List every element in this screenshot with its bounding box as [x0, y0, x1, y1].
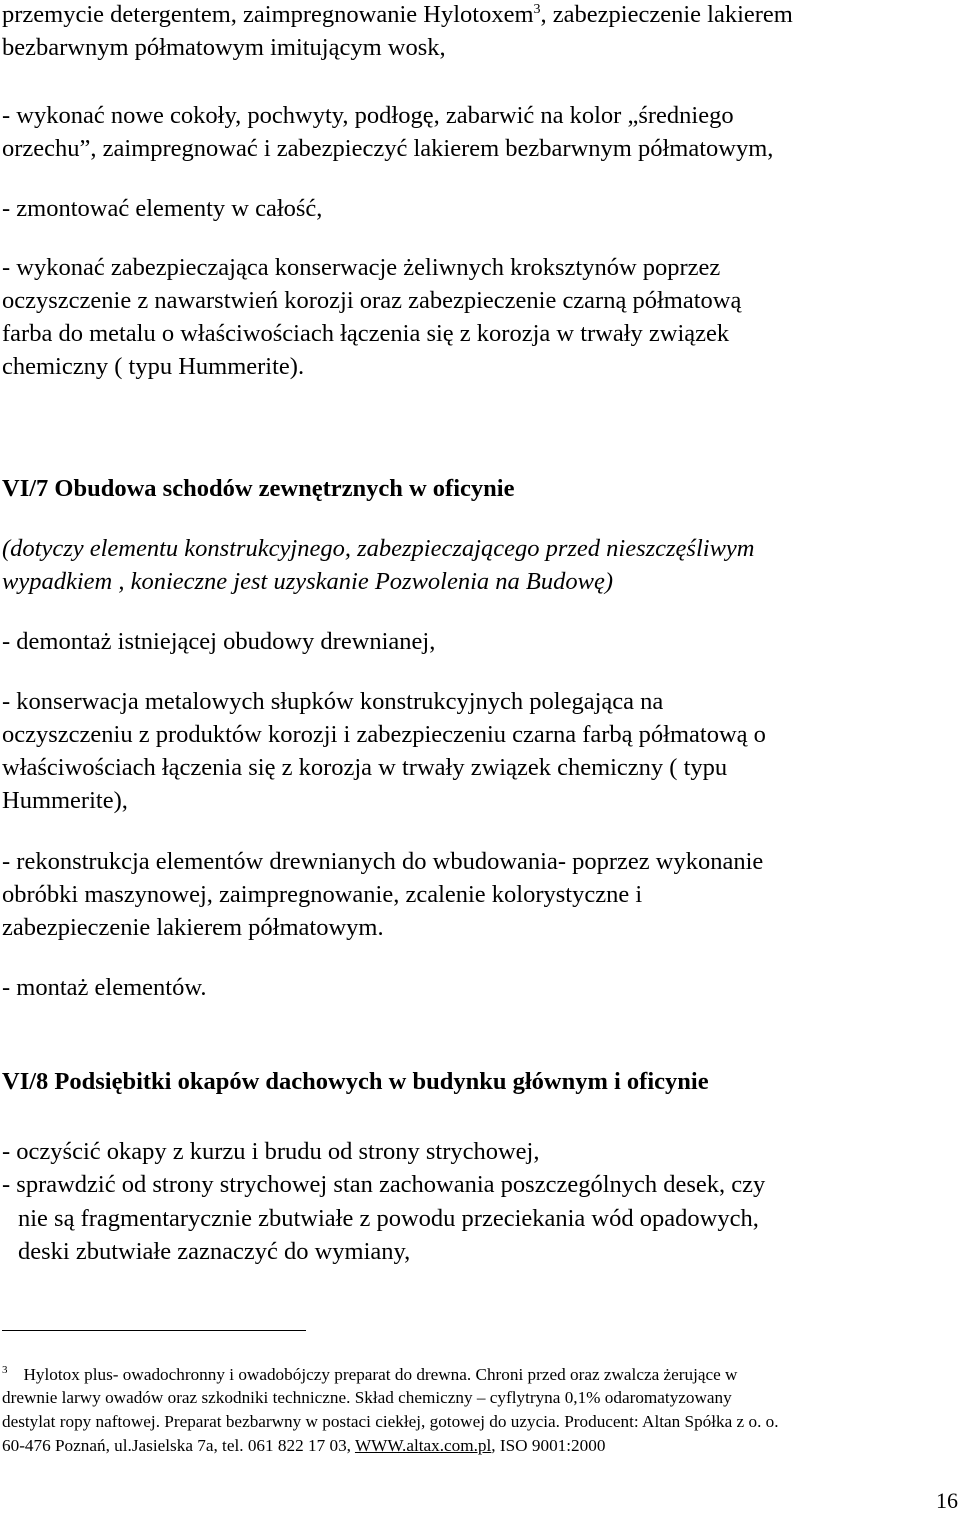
body-line: - oczyścić okapy z kurzu i brudu od strony strychowej,	[2, 1138, 540, 1165]
section-heading-vi7: VI/7 Obudowa schodów zewnętrznych w oficynie	[2, 475, 515, 502]
body-line: Hummerite),	[2, 787, 128, 814]
body-line: - rekonstrukcja elementów drewnianych do wbudowania- poprzez wykonanie	[2, 848, 764, 875]
section-heading-vi8: VI/8 Podsiębitki okapów dachowych w budynku głównym i oficynie	[2, 1068, 709, 1095]
body-line: - wykonać zabezpieczająca konserwacje żeliwnych kroksztynów poprzez	[2, 254, 721, 281]
website-link[interactable]: WWW.altax.com.pl	[354, 1436, 492, 1455]
page-number: 16	[936, 1488, 958, 1513]
body-line: deski zbutwiałe zaznaczyć do wymiany,	[18, 1238, 411, 1265]
footnote-line: 60-476 Poznań, ul.Jasielska 7a, tel. 061 822 17 03, WWW.altax.com.pl, ISO 9001:2000	[2, 1436, 606, 1455]
body-line: - montaż elementów.	[2, 974, 207, 1001]
footnote-line: destylat ropy naftowej. Preparat bezbarwny w postaci ciekłej, gotowej do uzycia. Producent: Altan Spółka z o. o.	[2, 1412, 779, 1431]
body-line: zabezpieczenie lakierem półmatowym.	[2, 914, 384, 941]
body-line: - zmontować elementy w całość,	[2, 195, 323, 222]
body-line: bezbarwnym półmatowym imitującym wosk,	[2, 34, 446, 61]
footnote-separator	[2, 1330, 306, 1331]
body-line: chemiczny ( typu Hummerite).	[2, 353, 305, 380]
body-line: oczyszczenie z nawarstwień korozji oraz zabezpieczenie czarną półmatową	[2, 287, 742, 314]
body-line: orzechu”, zaimpregnować i zabezpieczyć lakierem bezbarwnym półmatowym,	[2, 135, 774, 162]
body-line: przemycie detergentem, zaimpregnowanie Hylotoxem$^3$, zabezpieczenie lakierem	[2, 1, 793, 28]
body-line: - konserwacja metalowych słupków konstrukcyjnych polegająca na	[2, 688, 664, 715]
section-note: wypadkiem , konieczne jest uzyskanie Pozwolenia na Budowę)	[2, 568, 613, 595]
body-line: farba do metalu o właściwościach łączenia się z korozja w trwały związek	[2, 320, 730, 347]
body-line: - sprawdzić od strony strychowej stan zachowania poszczególnych desek, czy	[2, 1171, 766, 1198]
footnote-reference[interactable]: 3	[533, 1, 541, 17]
body-line: - demontaż istniejącej obudowy drewnianej,	[2, 628, 436, 655]
footnote-line: drewnie larwy owadów oraz szkodniki techniczne. Skład chemiczny – cyflytryna 0,1% odaromatyzowany	[2, 1388, 732, 1407]
section-note: (dotyczy elementu konstrukcyjnego, zabezpieczającego przed nieszczęśliwym	[2, 535, 755, 562]
body-line: nie są fragmentarycznie zbutwiałe z powodu przeciekania wód opadowych,	[18, 1205, 759, 1232]
footnote-line: $^3$ Hylotox plus- owadochronny i owadobójczy preparat do drewna. Chroni przed oraz zwalcza żerujące w	[2, 1364, 738, 1384]
footnote-mark: 3	[2, 1364, 8, 1376]
body-line: - wykonać nowe cokoły, pochwyty, podłogę, zabarwić na kolor „średniego	[2, 102, 734, 129]
body-line: właściwościach łączenia się z korozja w trwały związek chemiczny ( typu	[2, 754, 728, 781]
body-line: obróbki maszynowej, zaimpregnowanie, zcalenie kolorystyczne i	[2, 881, 643, 908]
body-line: oczyszczeniu z produktów korozji i zabezpieczeniu czarna farbą półmatową o	[2, 721, 766, 748]
